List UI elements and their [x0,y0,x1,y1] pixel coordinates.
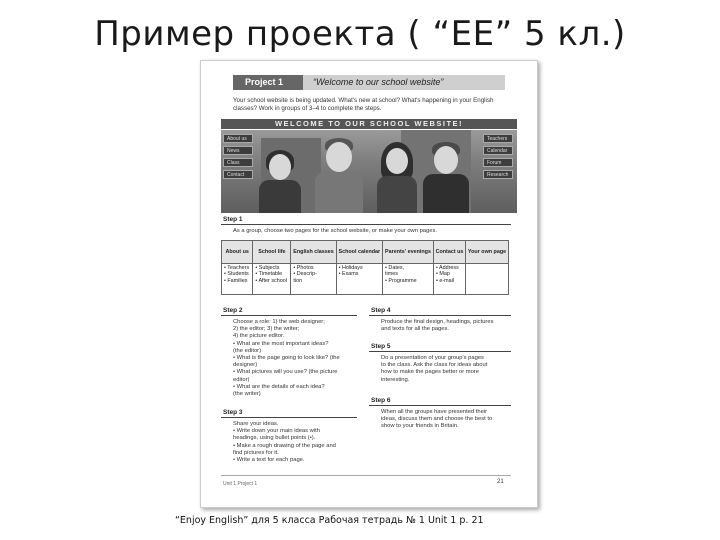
step1-text: As a group, choose two pages for the school website, or make your own pages. [233,228,437,234]
step6-rule [369,405,511,406]
nav-contact: Contact [223,170,253,179]
nav-teachers: Teachers [483,134,513,143]
table-cell: • Teachers • Students • Families [222,264,253,295]
step2-rule [221,315,357,316]
step5-rule [369,351,511,352]
step2-text: Choose a role: 1) the web designer; 2) the editor; 3) the writer; 4) the picture editor. • What are the most important ideas? (the editor) • What is the page going to look like? (the designer) • What pictures will you use? (the picture editor) • What are the details of each idea? (the writer) [233,319,340,398]
table-header: English classes [291,241,336,264]
nav-calendar: Calendar [483,146,513,155]
table-cell: • Photos • Descrip- tion [291,264,336,295]
step5-label: Step 5 [371,343,391,350]
table-cell: • Dates, times • Programme [383,264,434,295]
table-header: About us [222,241,253,264]
nav-about-us: About us [223,134,253,143]
students-photo [221,130,517,213]
step1-rule [221,224,511,225]
step6-label: Step 6 [371,397,391,404]
source-caption: “Enjoy English” для 5 класса Рабочая тетрадь № 1 Unit 1 p. 21 [175,515,484,526]
page-number: 21 [497,479,504,485]
table-cell [466,264,509,295]
step6-text: When all the groups have presented their ideas, discuss them and choose the best to show to your friends in Britain. [381,409,493,430]
project-header [233,75,505,90]
step4-rule [369,315,511,316]
table-header: School calendar [336,241,382,264]
project-title: “Welcome to our school website” [313,77,444,87]
table-cell: • Address • Map • e-mail [433,264,465,295]
step3-rule [221,417,357,418]
table-header: Parents' evenings [383,241,434,264]
nav-forum: Forum [483,158,513,167]
step3-text: Share your ideas. • Write down your main ideas with headings, using bullet points (•). • Make a rough drawing of the page and find pictures for it. • Write a text for each page. [233,421,336,464]
step4-text: Produce the final design, headings, pictures and texts for all the pages. [381,319,494,333]
website-banner: WELCOME TO OUR SCHOOL WEBSITE! [221,119,517,129]
step5-text: Do a presentation of your group's pages to the class. Ask the class for ideas about how to make the pages better or more interesting. [381,355,488,383]
footer-rule [221,475,511,476]
nav-class: Class [223,158,253,167]
table-header: Contact us [433,241,465,264]
slide-title: Пример проекта ( “EE” 5 кл.) [94,14,626,54]
table-header: School life [253,241,291,264]
nav-research: Research [483,170,513,179]
step1-label: Step 1 [223,216,243,223]
intro-text: Your school website is being updated. What's new at school? What's happening in your English classes? Work in groups of 3–4 to complete the steps. [233,97,494,112]
project-tag: Project 1 [233,75,303,90]
workbook-page [200,60,538,508]
step4-label: Step 4 [371,307,391,314]
table-cell: • Holidays • Exams [336,264,382,295]
step2-label: Step 2 [223,307,243,314]
step3-label: Step 3 [223,409,243,416]
table-header: Your own page [466,241,509,264]
nav-news: News [223,146,253,155]
table-cell: • Subjects • Timetable • After school [253,264,291,295]
footer-unit: Unit 1 Project 1 [223,481,258,487]
page-options-table [221,240,509,295]
